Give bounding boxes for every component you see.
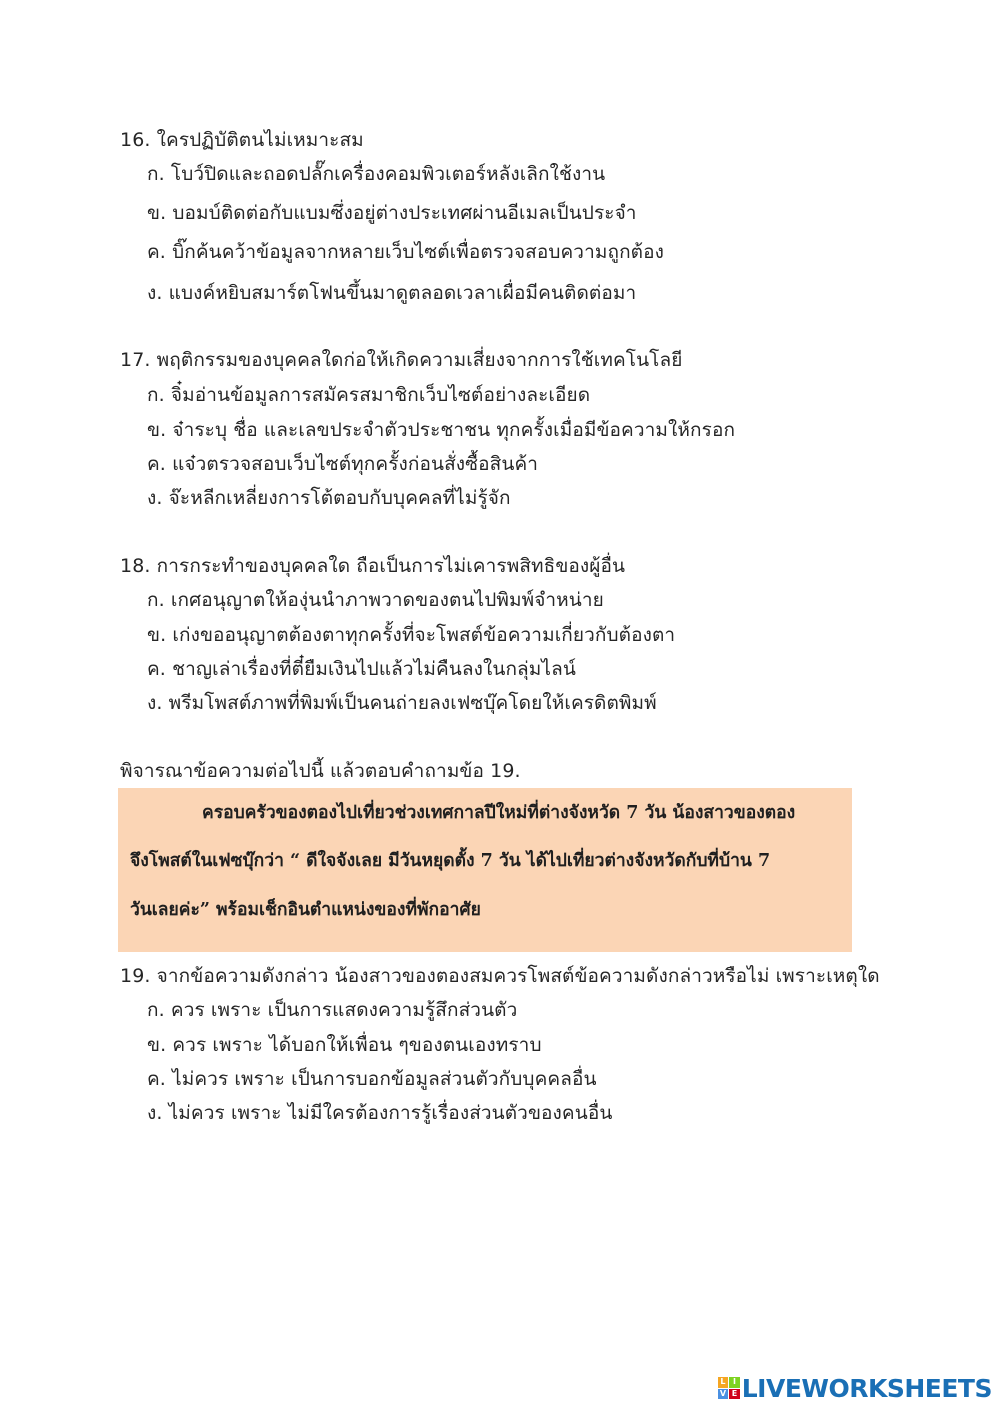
- question-19: 19. จากข้อความดังกล่าว น้องสาวของตองสมควรโพสต์ข้อความดังกล่าวหรือไม่ เพราะเหตุใด: [120, 965, 880, 987]
- passage-line-1: ครอบครัวของตองไปเที่ยวช่วงเทศกาลปีใหม่ที่ต่างจังหวัด 7 วัน น้องสาวของตอง: [202, 803, 796, 823]
- passage-line-3: วันเลยค่ะ” พร้อมเช็กอินตำแหน่งของที่พักอาศัย: [130, 900, 481, 920]
- question-18-option-a[interactable]: ก. เกศอนุญาตให้องุ่นนำภาพวาดของตนไปพิมพ์จำหน่าย: [147, 589, 604, 611]
- passage-box: [118, 788, 852, 952]
- question-16-option-c[interactable]: ค. บิ๊กค้นคว้าข้อมูลจากหลายเว็บไซต์เพื่อตรวจสอบความถูกต้อง: [147, 241, 665, 263]
- question-16-option-d[interactable]: ง. แบงค์หยิบสมาร์ตโฟนขึ้นมาดูตลอดเวลาเผื่อมีคนติดต่อมา: [147, 282, 637, 304]
- question-19-option-d[interactable]: ง. ไม่ควร เพราะ ไม่มีใครต้องการรู้เรื่องส่วนตัวของคนอื่น: [147, 1102, 613, 1124]
- question-18: 18. การกระทำของบุคคลใด ถือเป็นการไม่เคารพสิทธิของผู้อื่น: [120, 555, 626, 577]
- question-18-option-b[interactable]: ข. เก่งขออนุญาตต้องตาทุกครั้งที่จะโพสต์ข้อความเกี่ยวกับต้องตา: [147, 624, 676, 646]
- liveworksheets-logo: [718, 1373, 992, 1403]
- passage-line-2: จึงโพสต์ในเฟซบุ๊กว่า “ ดีใจจังเลย มีวันหยุดตั้ง 7 วัน ได้ไปเที่ยวต่างจังหวัดกับที่บ้าน 7: [130, 851, 771, 871]
- question-18-option-d[interactable]: ง. พรีมโพสต์ภาพที่พิมพ์เป็นคนถ่ายลงเฟซบุ๊คโดยให้เครดิตพิมพ์: [147, 692, 657, 714]
- question-19-option-b[interactable]: ข. ควร เพราะ ได้บอกให้เพื่อน ๆของตนเองทราบ: [147, 1034, 542, 1056]
- question-17-option-a[interactable]: ก. จิ๋มอ่านข้อมูลการสมัครสมาชิกเว็บไซต์อย่างละเอียด: [147, 384, 591, 406]
- question-16: 16. ใครปฏิบัติตนไม่เหมาะสม: [120, 129, 364, 151]
- question-16-option-a[interactable]: ก. โบว์ปิดและถอดปลั๊กเครื่องคอมพิวเตอร์หลังเลิกใช้งาน: [147, 163, 606, 185]
- question-17-option-d[interactable]: ง. จ๊ะหลีกเหลี่ยงการโต้ตอบกับบุคคลที่ไม่รู้จัก: [147, 487, 511, 509]
- passage-intro: พิจารณาข้อความต่อไปนี้ แล้วตอบคำถามข้อ 19.: [120, 760, 521, 782]
- question-19-option-a[interactable]: ก. ควร เพราะ เป็นการแสดงความรู้สึกส่วนตัว: [147, 999, 518, 1021]
- question-17: 17. พฤติกรรมของบุคคลใดก่อให้เกิดความเสี่ยงจากการใช้เทคโนโลยี: [120, 349, 683, 371]
- question-19-option-c[interactable]: ค. ไม่ควร เพราะ เป็นการบอกข้อมูลส่วนตัวกับบุคคลอื่น: [147, 1068, 597, 1090]
- question-17-option-c[interactable]: ค. แจ๋วตรวจสอบเว็บไซต์ทุกครั้งก่อนสั่งซื้อสินค้า: [147, 453, 539, 475]
- question-16-option-b[interactable]: ข. บอมบ์ติดต่อกับแบมซึ่งอยู่ต่างประเทศผ่านอีเมลเป็นประจำ: [147, 202, 637, 224]
- question-18-option-c[interactable]: ค. ชาญเล่าเรื่องที่ตี๋ยืมเงินไปแล้วไม่คืนลงในกลุ่มไลน์: [147, 658, 576, 680]
- logo-text: LIVEWORKSHEETS: [741, 1373, 992, 1403]
- question-17-option-b[interactable]: ข. จ๋าระบุ ชื่อ และเลขประจำตัวประชาชน ทุกครั้งเมื่อมีข้อความให้กรอก: [147, 419, 736, 441]
- logo-mark-icon: L I V E: [718, 1377, 740, 1399]
